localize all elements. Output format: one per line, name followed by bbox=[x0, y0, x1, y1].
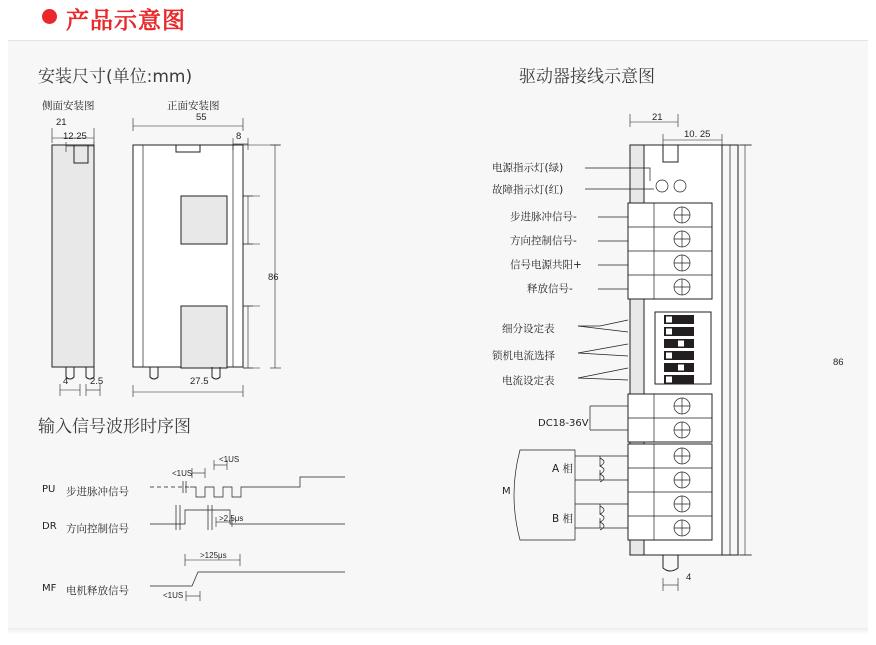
signal-label-direction: 方向控制信号- bbox=[510, 235, 577, 247]
switch-label-current: 电流设定表 bbox=[502, 375, 555, 387]
dim-foot-4: 4 bbox=[63, 376, 69, 387]
dim-foot-25: 2.5 bbox=[90, 376, 104, 387]
timing-signal-dr-name: DR bbox=[42, 521, 57, 532]
signal-label-pulse: 步进脉冲信号- bbox=[510, 211, 577, 223]
switch-label-holding: 锁机电流选择 bbox=[492, 350, 555, 362]
phase-label-a: A 相 bbox=[552, 463, 574, 475]
wiring-dim-21: 21 bbox=[652, 112, 663, 123]
front-view-label: 正面安装图 bbox=[167, 100, 220, 112]
section-title-timing: 输入信号波形时序图 bbox=[38, 417, 191, 437]
dim-top-seg: 8 bbox=[236, 131, 242, 142]
timing-annotation-4: >125μs bbox=[200, 551, 227, 560]
wiring-dim-1025: 10. 25 bbox=[684, 129, 711, 140]
timing-annotation-3: >2.5μs bbox=[219, 514, 244, 523]
section-title-mounting: 安装尺寸(单位:mm) bbox=[38, 67, 193, 87]
timing-signal-pu-desc: 步进脉冲信号 bbox=[66, 486, 129, 498]
timing-signal-dr-desc: 方向控制信号 bbox=[66, 523, 129, 535]
wiring-dim-86: 86 bbox=[833, 357, 844, 368]
timing-annotation-1: <1US bbox=[172, 469, 193, 478]
page-title: 产品示意图 bbox=[66, 8, 186, 34]
side-view-label: 侧面安装图 bbox=[42, 100, 95, 112]
timing-signal-pu-name: PU bbox=[42, 484, 56, 495]
timing-signal-mf-name: MF bbox=[42, 583, 57, 594]
phase-label-b: B 相 bbox=[552, 513, 574, 525]
power-supply-label: DC18-36V bbox=[538, 418, 589, 429]
signal-label-common: 信号电源共阳+ bbox=[510, 259, 582, 271]
timing-signal-mf-desc: 电机释放信号 bbox=[66, 585, 129, 597]
indicator-label-fault: 故障指示灯(红) bbox=[492, 184, 564, 196]
indicator-label-power: 电源指示灯(绿) bbox=[492, 162, 564, 174]
timing-annotation-2: <1US bbox=[219, 455, 240, 464]
dim-height-86: 86 bbox=[268, 272, 279, 283]
switch-label-microstep: 细分设定表 bbox=[502, 323, 555, 335]
section-title-wiring: 驱动器接线示意图 bbox=[519, 67, 655, 87]
dim-bottom-275: 27.5 bbox=[190, 376, 209, 387]
motor-symbol-label: M bbox=[502, 486, 511, 497]
dim-side-inner: 12.25 bbox=[63, 131, 87, 142]
timing-annotation-5: <1US bbox=[163, 591, 184, 600]
dim-front-width: 55 bbox=[196, 112, 207, 123]
wiring-dim-4: 4 bbox=[686, 572, 692, 583]
signal-label-release: 释放信号- bbox=[527, 283, 573, 295]
dim-side-width: 21 bbox=[56, 117, 67, 128]
